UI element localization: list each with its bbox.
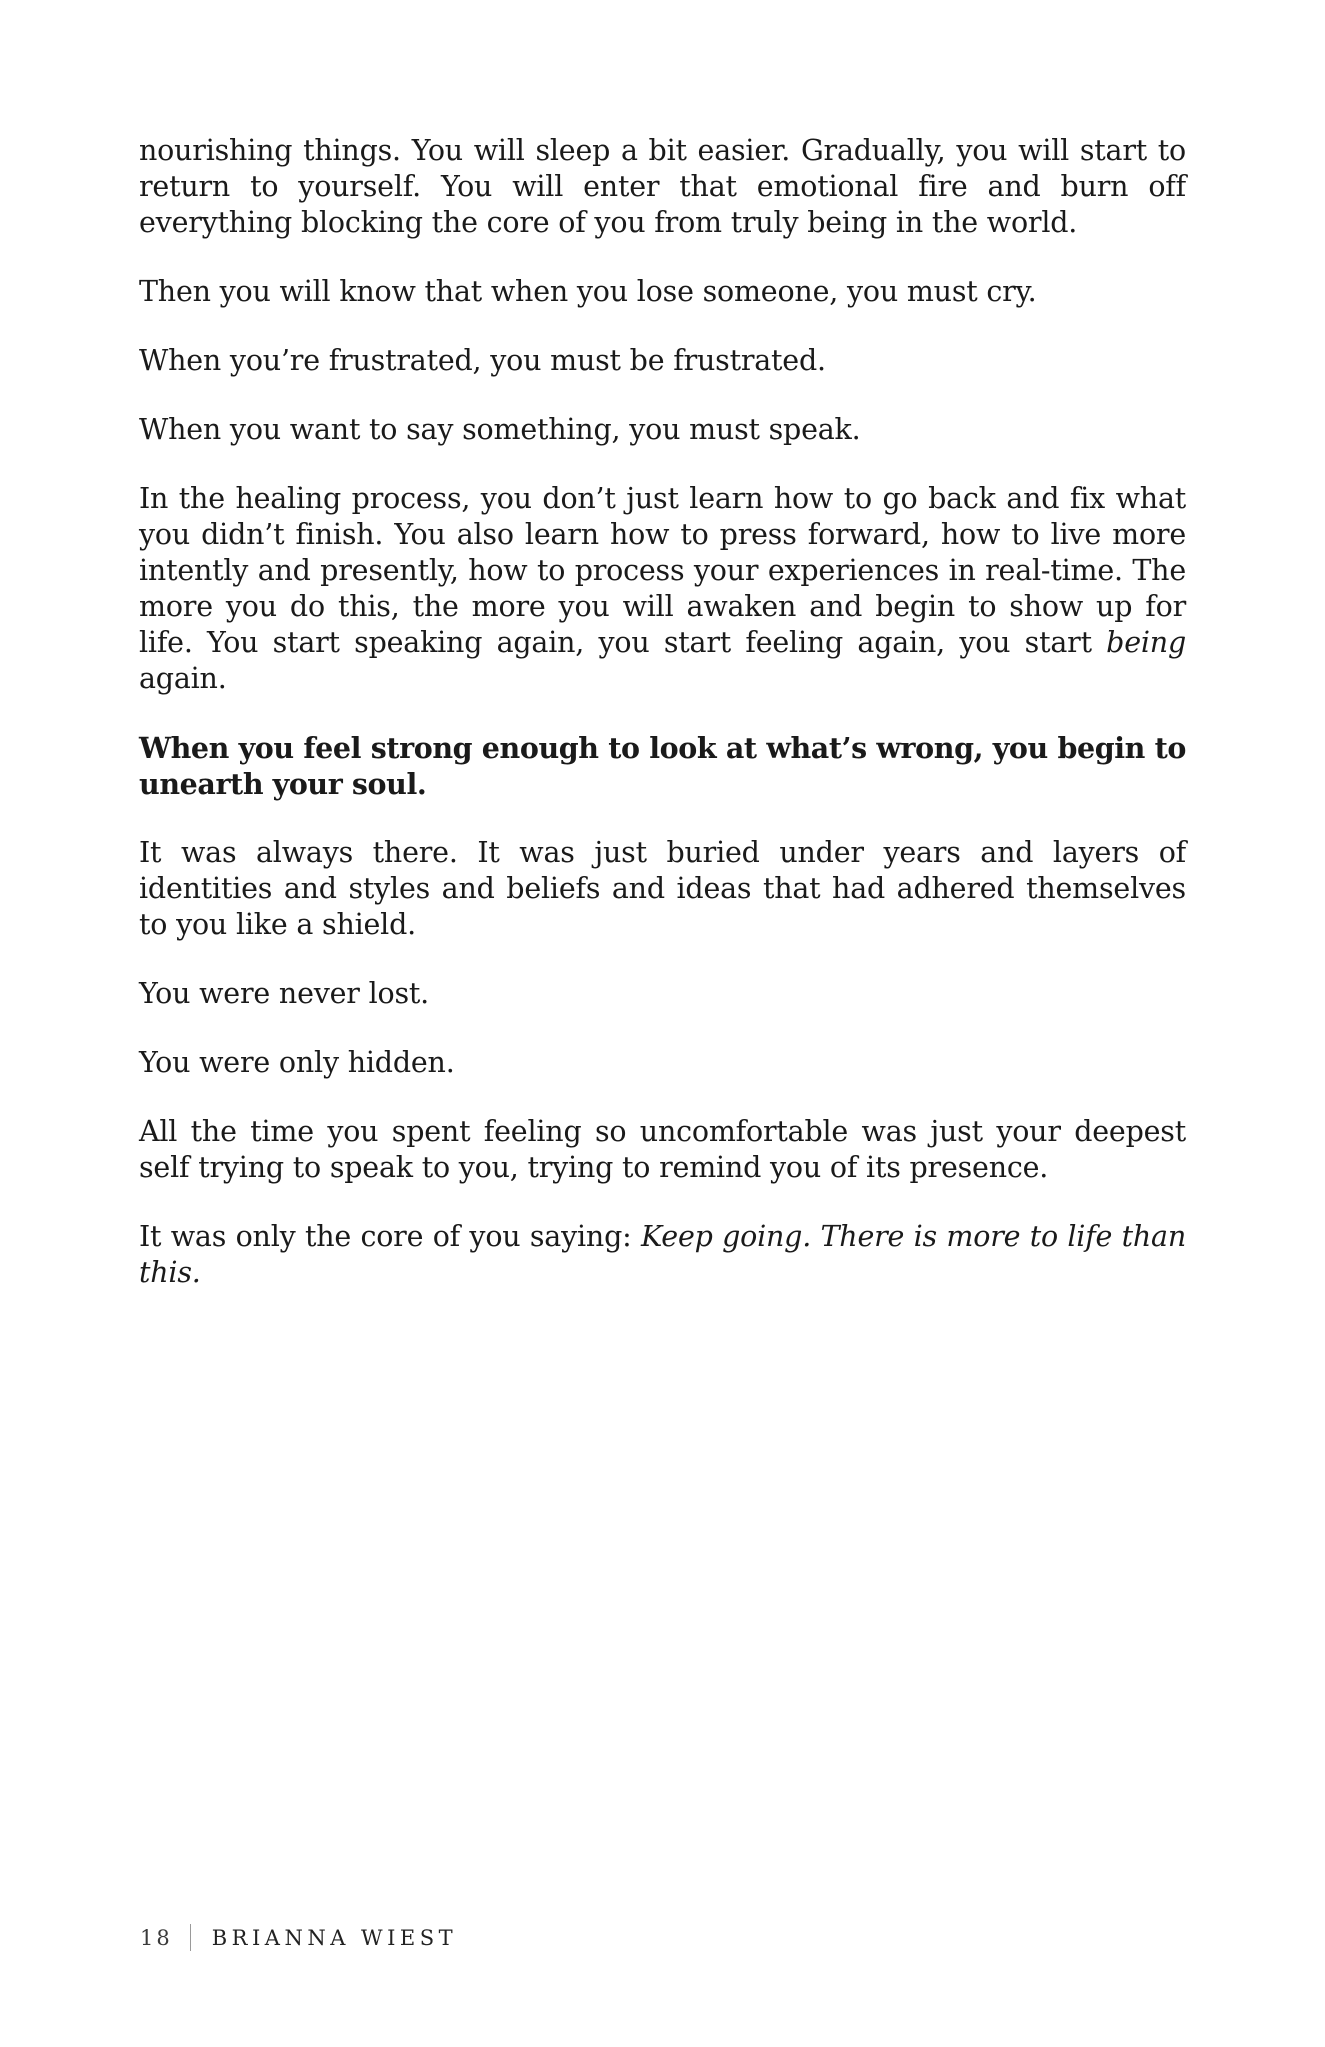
paragraph-text: All the time you spent feeling so uncomfortable was just your deepest self trying to speak to you, trying to remind you of its presence. <box>139 1115 1186 1184</box>
paragraph-text: You were only hidden. <box>139 1046 455 1079</box>
paragraph <box>139 1219 1186 1291</box>
paragraph-text: Then you will know that when you lose someone, you must cry. <box>139 275 1037 308</box>
paragraph <box>139 730 1186 802</box>
paragraph <box>139 274 1186 310</box>
paragraph-text: When you want to say something, you must speak. <box>139 413 861 446</box>
paragraph-text-italic: Keep going. There is more to life than this. <box>139 1220 1186 1289</box>
paragraph-text: It was always there. It was just buried under years and layers of identities and styles and beliefs and ideas that had adhered themselves to you like a shield. <box>139 836 1186 941</box>
page-body <box>139 133 1186 1324</box>
paragraph <box>139 412 1186 448</box>
paragraph-text: In the healing process, you don’t just learn how to go back and fix what you didn’t finish. You also learn how to press forward, how to live more intently and presently, how to process your experiences in real-time. The more you do this, the more you will awaken and begin to show up for life. You start speaking again, you start feeling again, you start <box>139 482 1186 659</box>
paragraph <box>139 343 1186 379</box>
paragraph-text-italic: being <box>1106 626 1186 659</box>
paragraph-text: When you’re frustrated, you must be frustrated. <box>139 344 826 377</box>
paragraph <box>139 481 1186 697</box>
paragraph <box>139 1114 1186 1186</box>
paragraph-text: nourishing things. You will sleep a bit easier. Gradually, you will start to return to yourself. You will enter that emotional fire and burn off everything blocking the core of you from truly being in the world. <box>139 134 1186 239</box>
paragraph <box>139 1045 1186 1081</box>
page-number: 18 <box>140 1925 173 1950</box>
paragraph-text: again. <box>139 662 227 695</box>
page-footer <box>140 1924 457 1951</box>
paragraph <box>139 133 1186 241</box>
paragraph <box>139 976 1186 1012</box>
paragraph <box>139 835 1186 943</box>
footer-separator <box>190 1924 191 1951</box>
paragraph-text: When you feel strong enough to look at what’s wrong, you begin to unearth your soul. <box>139 731 1186 801</box>
paragraph-text: It was only the core of you saying: <box>139 1220 641 1253</box>
running-footer-author: BRIANNA WIEST <box>211 1925 458 1950</box>
paragraph-text: You were never lost. <box>139 977 430 1010</box>
